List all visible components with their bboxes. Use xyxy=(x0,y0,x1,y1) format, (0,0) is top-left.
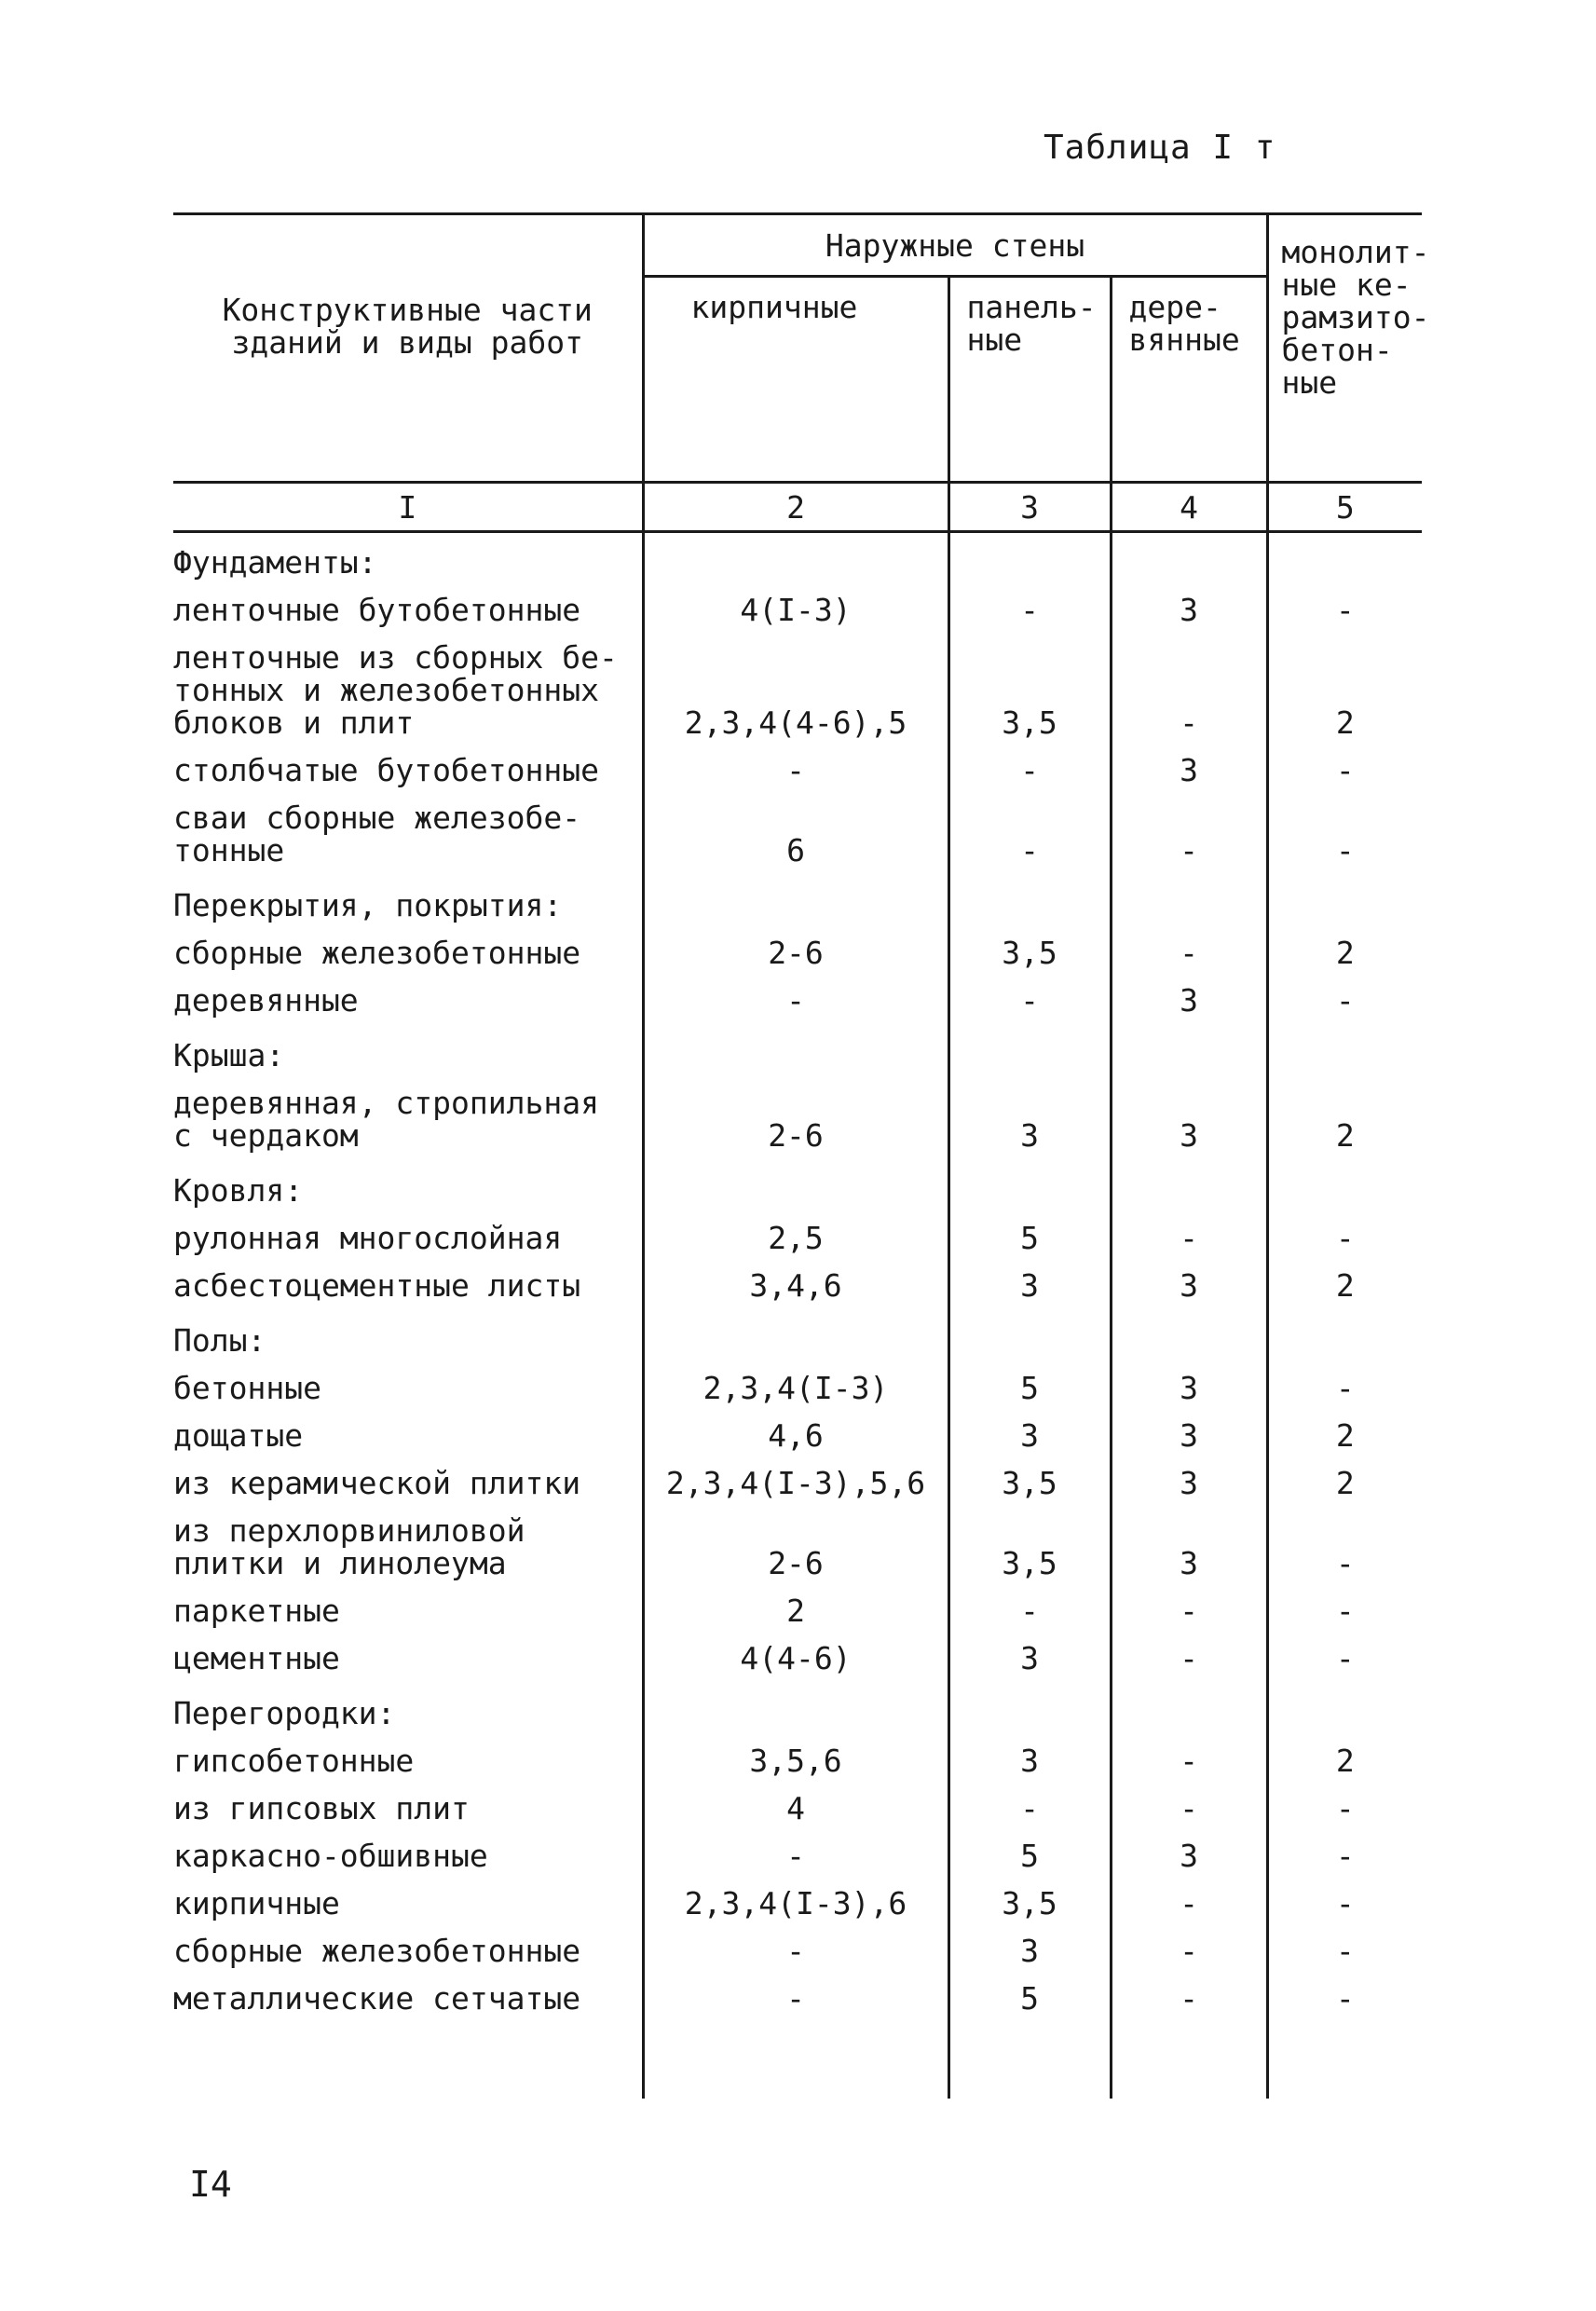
work-types-table xyxy=(173,212,1430,2099)
table-row xyxy=(173,748,1422,796)
cell-c2: 2-6 xyxy=(643,1509,948,1589)
row-label: бетонные xyxy=(173,1370,321,1406)
cell-c5: - xyxy=(1267,1636,1422,1684)
cell-c4: 3 xyxy=(1111,1834,1267,1881)
cell-c5 xyxy=(1267,1026,1422,1081)
row-label: дощатые xyxy=(173,1417,304,1454)
table-row xyxy=(173,1976,1422,2024)
cell-c4 xyxy=(1111,532,1267,589)
cell-c3: 5 xyxy=(948,1366,1111,1414)
cell-c4: - xyxy=(1111,1739,1267,1786)
row-label: из перхлорвиниловой плитки и линолеума xyxy=(173,1512,525,1581)
table-row xyxy=(173,1461,1422,1509)
table-title: Таблица I т xyxy=(1044,129,1276,167)
cell-c3 xyxy=(948,1684,1111,1739)
cell-c2: 2,3,4(I-3),6 xyxy=(643,1881,948,1929)
table-header xyxy=(173,214,1430,532)
cell-c3: - xyxy=(948,748,1111,796)
cell-c2 xyxy=(643,876,948,931)
header-panel: панель- ные xyxy=(948,277,1111,483)
section-title: Фундаменты: xyxy=(173,544,377,581)
cell-c5: 2 xyxy=(1267,931,1422,978)
cell-c2: - xyxy=(643,748,948,796)
cell-c3: 5 xyxy=(948,1976,1111,2024)
cell-c3: 3,5 xyxy=(948,1881,1111,1929)
cell-c3 xyxy=(948,1311,1111,1366)
table-row xyxy=(173,588,1422,636)
section-title: Перекрытия, покрытия: xyxy=(173,887,563,923)
cell-c5 xyxy=(1267,1684,1422,1739)
header-brick: кирпичные xyxy=(643,277,948,483)
cell-c4: - xyxy=(1111,1786,1267,1834)
cell-c5: - xyxy=(1267,748,1422,796)
cell-c2 xyxy=(643,532,948,589)
cell-c3: 5 xyxy=(948,1834,1111,1881)
cell-c3: - xyxy=(948,1589,1111,1636)
cell-c3: 5 xyxy=(948,1216,1111,1264)
table-row xyxy=(173,636,1422,748)
cell-c5: - xyxy=(1267,588,1422,636)
cell-c2: 2,5 xyxy=(643,1216,948,1264)
cell-c2: - xyxy=(643,1976,948,2024)
header-wooden: дере- вянные xyxy=(1111,277,1267,483)
cell-c2: 4(I-3) xyxy=(643,588,948,636)
cell-c2 xyxy=(643,1161,948,1216)
cell-c4: 3 xyxy=(1111,1461,1267,1509)
cell-c2: 2-6 xyxy=(643,931,948,978)
column-number: 4 xyxy=(1111,483,1267,532)
table-row xyxy=(173,1366,1422,1414)
cell-c3: 3 xyxy=(948,1264,1111,1311)
cell-c4: 3 xyxy=(1111,1509,1267,1589)
cell-c5: 2 xyxy=(1267,1461,1422,1509)
section-row xyxy=(173,1684,1422,1739)
cell-c4 xyxy=(1111,876,1267,931)
table-row xyxy=(173,1929,1422,1976)
table-row xyxy=(173,1834,1422,1881)
cell-c2: - xyxy=(643,1929,948,1976)
header-monolithic-claydite: монолит- ные ке- рамзито- бетон- ные xyxy=(1267,214,1422,483)
cell-c4: - xyxy=(1111,1881,1267,1929)
row-label: сваи сборные железобе- тонные xyxy=(173,800,581,868)
cell-c3: 3,5 xyxy=(948,636,1111,748)
cell-c4: 3 xyxy=(1111,1264,1267,1311)
table-row xyxy=(173,1081,1422,1161)
row-label: сборные железобетонные xyxy=(173,1933,581,1969)
cell-c5: - xyxy=(1267,1366,1422,1414)
cell-c2: 2,3,4(I-3),5,6 xyxy=(643,1461,948,1509)
cell-c5: - xyxy=(1267,1589,1422,1636)
cell-c3 xyxy=(948,532,1111,589)
cell-c2: 2,3,4(I-3) xyxy=(643,1366,948,1414)
row-label: паркетные xyxy=(173,1593,340,1629)
cell-c5: 2 xyxy=(1267,1739,1422,1786)
cell-c2: 4(4-6) xyxy=(643,1636,948,1684)
cell-c2: 3,5,6 xyxy=(643,1739,948,1786)
filler-row xyxy=(173,2024,1422,2099)
cell-c2: 2,3,4(4-6),5 xyxy=(643,636,948,748)
cell-c4 xyxy=(1111,1684,1267,1739)
cell-c4: 3 xyxy=(1111,1081,1267,1161)
cell-c5: - xyxy=(1267,796,1422,876)
cell-c3: 3,5 xyxy=(948,1461,1111,1509)
row-label: из керамической плитки xyxy=(173,1465,581,1501)
cell-c5: 2 xyxy=(1267,636,1422,748)
cell-c2 xyxy=(643,1684,948,1739)
section-row xyxy=(173,1026,1422,1081)
cell-c2: - xyxy=(643,1834,948,1881)
cell-c4: 3 xyxy=(1111,978,1267,1026)
cell-c3: 3 xyxy=(948,1929,1111,1976)
cell-c3: 3 xyxy=(948,1081,1111,1161)
table-row xyxy=(173,1509,1422,1589)
section-row xyxy=(173,1311,1422,1366)
cell-c4 xyxy=(1111,1311,1267,1366)
row-label: деревянные xyxy=(173,982,359,1019)
cell-c4 xyxy=(1111,1026,1267,1081)
cell-c5: - xyxy=(1267,978,1422,1026)
cell-c3: - xyxy=(948,796,1111,876)
cell-c5: - xyxy=(1267,1929,1422,1976)
row-label: металлические сетчатые xyxy=(173,1980,581,2017)
cell-c3: 3,5 xyxy=(948,931,1111,978)
cell-c4: 3 xyxy=(1111,588,1267,636)
column-number-row xyxy=(173,483,1422,532)
table-body xyxy=(173,532,1422,2099)
cell-c3: - xyxy=(948,978,1111,1026)
cell-c2 xyxy=(643,1026,948,1081)
cell-c5: - xyxy=(1267,1881,1422,1929)
cell-c4: - xyxy=(1111,931,1267,978)
cell-c5 xyxy=(1267,532,1422,589)
cell-c4: 3 xyxy=(1111,1414,1267,1461)
row-label: сборные железобетонные xyxy=(173,935,581,971)
cell-c4: 3 xyxy=(1111,748,1267,796)
cell-c5: - xyxy=(1267,1786,1422,1834)
row-label: деревянная, стропильная с чердаком xyxy=(173,1085,599,1154)
cell-c2: 3,4,6 xyxy=(643,1264,948,1311)
row-label: асбестоцементные листы xyxy=(173,1267,581,1304)
column-number: 3 xyxy=(948,483,1111,532)
cell-c5: - xyxy=(1267,1509,1422,1589)
table-row xyxy=(173,1414,1422,1461)
cell-c3: 3 xyxy=(948,1739,1111,1786)
section-title: Крыша: xyxy=(173,1037,285,1073)
row-label: цементные xyxy=(173,1640,340,1676)
cell-c2: 2 xyxy=(643,1589,948,1636)
column-number: I xyxy=(173,483,643,532)
cell-c5: - xyxy=(1267,1976,1422,2024)
table-row xyxy=(173,1216,1422,1264)
cell-c3 xyxy=(948,876,1111,931)
cell-c5: 2 xyxy=(1267,1414,1422,1461)
cell-c5: 2 xyxy=(1267,1081,1422,1161)
table-row xyxy=(173,1881,1422,1929)
row-label: ленточные из сборных бе- тонных и железобетонных блоков и плит xyxy=(173,639,618,741)
cell-c2: 4,6 xyxy=(643,1414,948,1461)
section-title: Перегородки: xyxy=(173,1695,396,1731)
cell-c5 xyxy=(1267,1161,1422,1216)
table-row xyxy=(173,931,1422,978)
header-external-walls: Наружные стены xyxy=(643,214,1267,277)
row-label: рулонная многослойная xyxy=(173,1220,563,1256)
cell-c2: 6 xyxy=(643,796,948,876)
cell-c5 xyxy=(1267,876,1422,931)
cell-c4: - xyxy=(1111,1589,1267,1636)
cell-c2: - xyxy=(643,978,948,1026)
cell-c3 xyxy=(948,1026,1111,1081)
section-title: Полы: xyxy=(173,1322,266,1359)
row-label: столбчатые бутобетонные xyxy=(173,752,599,788)
section-row xyxy=(173,1161,1422,1216)
cell-c4: 3 xyxy=(1111,1366,1267,1414)
table-row xyxy=(173,1264,1422,1311)
cell-c4: - xyxy=(1111,636,1267,748)
cell-c4: - xyxy=(1111,1216,1267,1264)
cell-c3: - xyxy=(948,1786,1111,1834)
header-structural-parts: Конструктивные части зданий и виды работ xyxy=(173,214,643,483)
column-number: 2 xyxy=(643,483,948,532)
page-number: I4 xyxy=(189,2164,232,2205)
cell-c4 xyxy=(1111,1161,1267,1216)
column-number: 5 xyxy=(1267,483,1422,532)
cell-c3: 3 xyxy=(948,1414,1111,1461)
table-row xyxy=(173,1786,1422,1834)
section-row xyxy=(173,876,1422,931)
section-title: Кровля: xyxy=(173,1172,304,1209)
cell-c3: - xyxy=(948,588,1111,636)
cell-c5: 2 xyxy=(1267,1264,1422,1311)
table-row xyxy=(173,978,1422,1026)
cell-c4: - xyxy=(1111,1976,1267,2024)
table-row xyxy=(173,1636,1422,1684)
table-row xyxy=(173,1739,1422,1786)
cell-c5: - xyxy=(1267,1834,1422,1881)
table-row xyxy=(173,1589,1422,1636)
cell-c4: - xyxy=(1111,796,1267,876)
cell-c2 xyxy=(643,1311,948,1366)
cell-c4: - xyxy=(1111,1636,1267,1684)
row-label: из гипсовых плит xyxy=(173,1790,470,1826)
cell-c3: 3 xyxy=(948,1636,1111,1684)
cell-c3 xyxy=(948,1161,1111,1216)
cell-c3: 3,5 xyxy=(948,1509,1111,1589)
section-row xyxy=(173,532,1422,589)
row-label: ленточные бутобетонные xyxy=(173,592,581,628)
cell-c5 xyxy=(1267,1311,1422,1366)
cell-c5: - xyxy=(1267,1216,1422,1264)
cell-c2: 4 xyxy=(643,1786,948,1834)
cell-c4: - xyxy=(1111,1929,1267,1976)
cell-c2: 2-6 xyxy=(643,1081,948,1161)
row-label: гипсобетонные xyxy=(173,1743,415,1779)
table-row xyxy=(173,796,1422,876)
row-label: кирпичные xyxy=(173,1885,340,1921)
row-label: каркасно-обшивные xyxy=(173,1838,488,1874)
